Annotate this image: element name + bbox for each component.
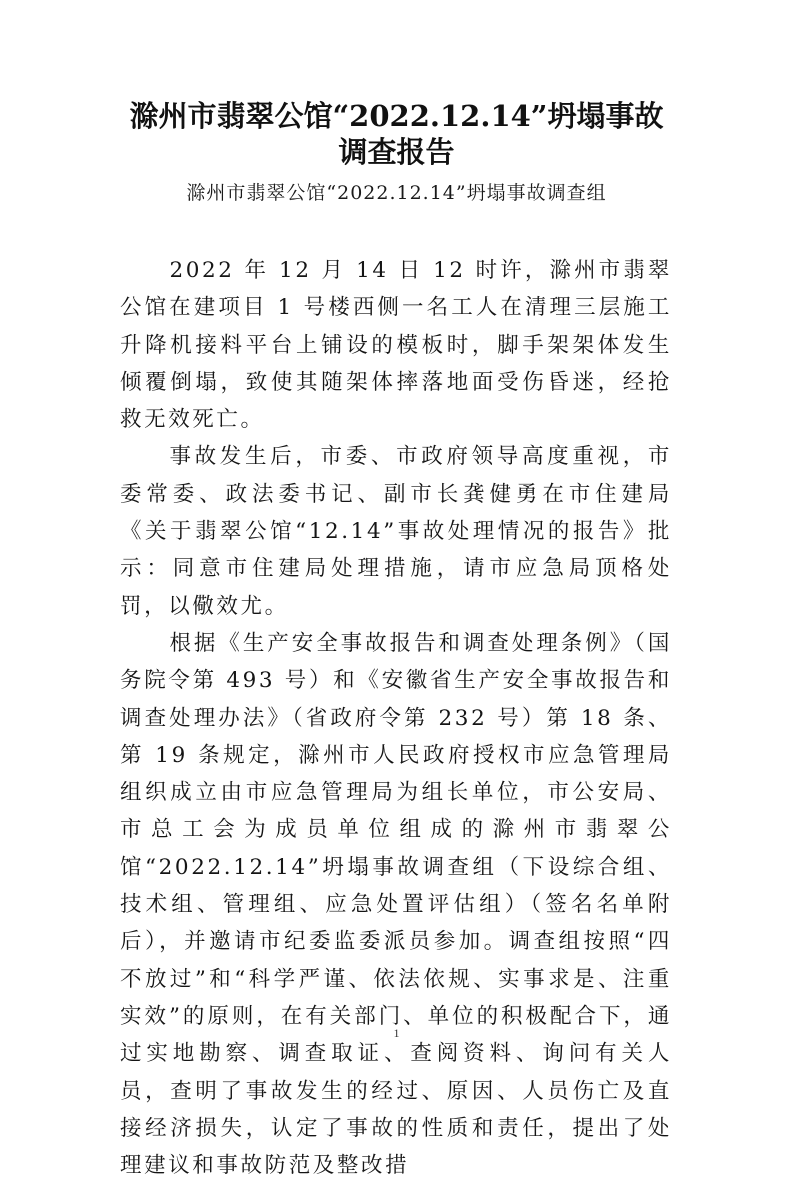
document-body bbox=[120, 252, 672, 1184]
paragraph-leadership-response: 事故发生后，市委、市政府领导高度重视，市委常委、政法委书记、副市长龚健勇在市住建局《关于翡翠公馆“12.14”事故处理情况的报告》批示：同意市住建局处理措施，请市应急局顶格处罚，以儆效尤。 bbox=[120, 444, 672, 619]
document-subtitle: 滁州市翡翠公馆“2022.12.14”坍塌事故调查组 bbox=[186, 182, 607, 204]
document-title-line2: 调查报告 bbox=[338, 135, 455, 169]
document-title-line1: 滁州市翡翠公馆“2022.12.14”坍塌事故 bbox=[129, 99, 664, 133]
paragraph-incident-summary: 2022 年 12 月 14 日 12 时许，滁州市翡翠公馆在建项目 1 号楼西侧一名工人在清理三层施工升降机接料平台上铺设的模板时，脚手架架体发生倾覆倒塌，致使其随架体摔落地面受伤昏迷，经抢救无效死亡。 bbox=[120, 258, 672, 433]
paragraph-investigation-basis: 根据《生产安全事故报告和调查处理条例》（国务院令第 493 号）和《安徽省生产安全事故报告和调查处理办法》（省政府令第 232 号）第 18 条、第 19 条规定，滁州市人民政府授权市应急管理局组织成立由市应急管理局为组长单位，市公安局、市总工会为成员单位组成的滁州市翡翠公馆“2022.12.14”坍塌事故调查组（下设综合组、技术组、管理组、应急处置评估组）（签名名单附后），并邀请市纪委监委派员参加。调查组按照“四不放过”和“科学严谨、依法依规、实事求是、注重实效”的原则，在有关部门、单位的积极配合下，通过实地勘察、调查取证、查阅资料、询问有关人员，查明了事故发生的经过、原因、人员伤亡及直接经济损失，认定了事故的性质和责任，提出了处理建议和事故防范及整改措 bbox=[120, 630, 672, 1179]
page-number: 1 bbox=[393, 1026, 400, 1040]
